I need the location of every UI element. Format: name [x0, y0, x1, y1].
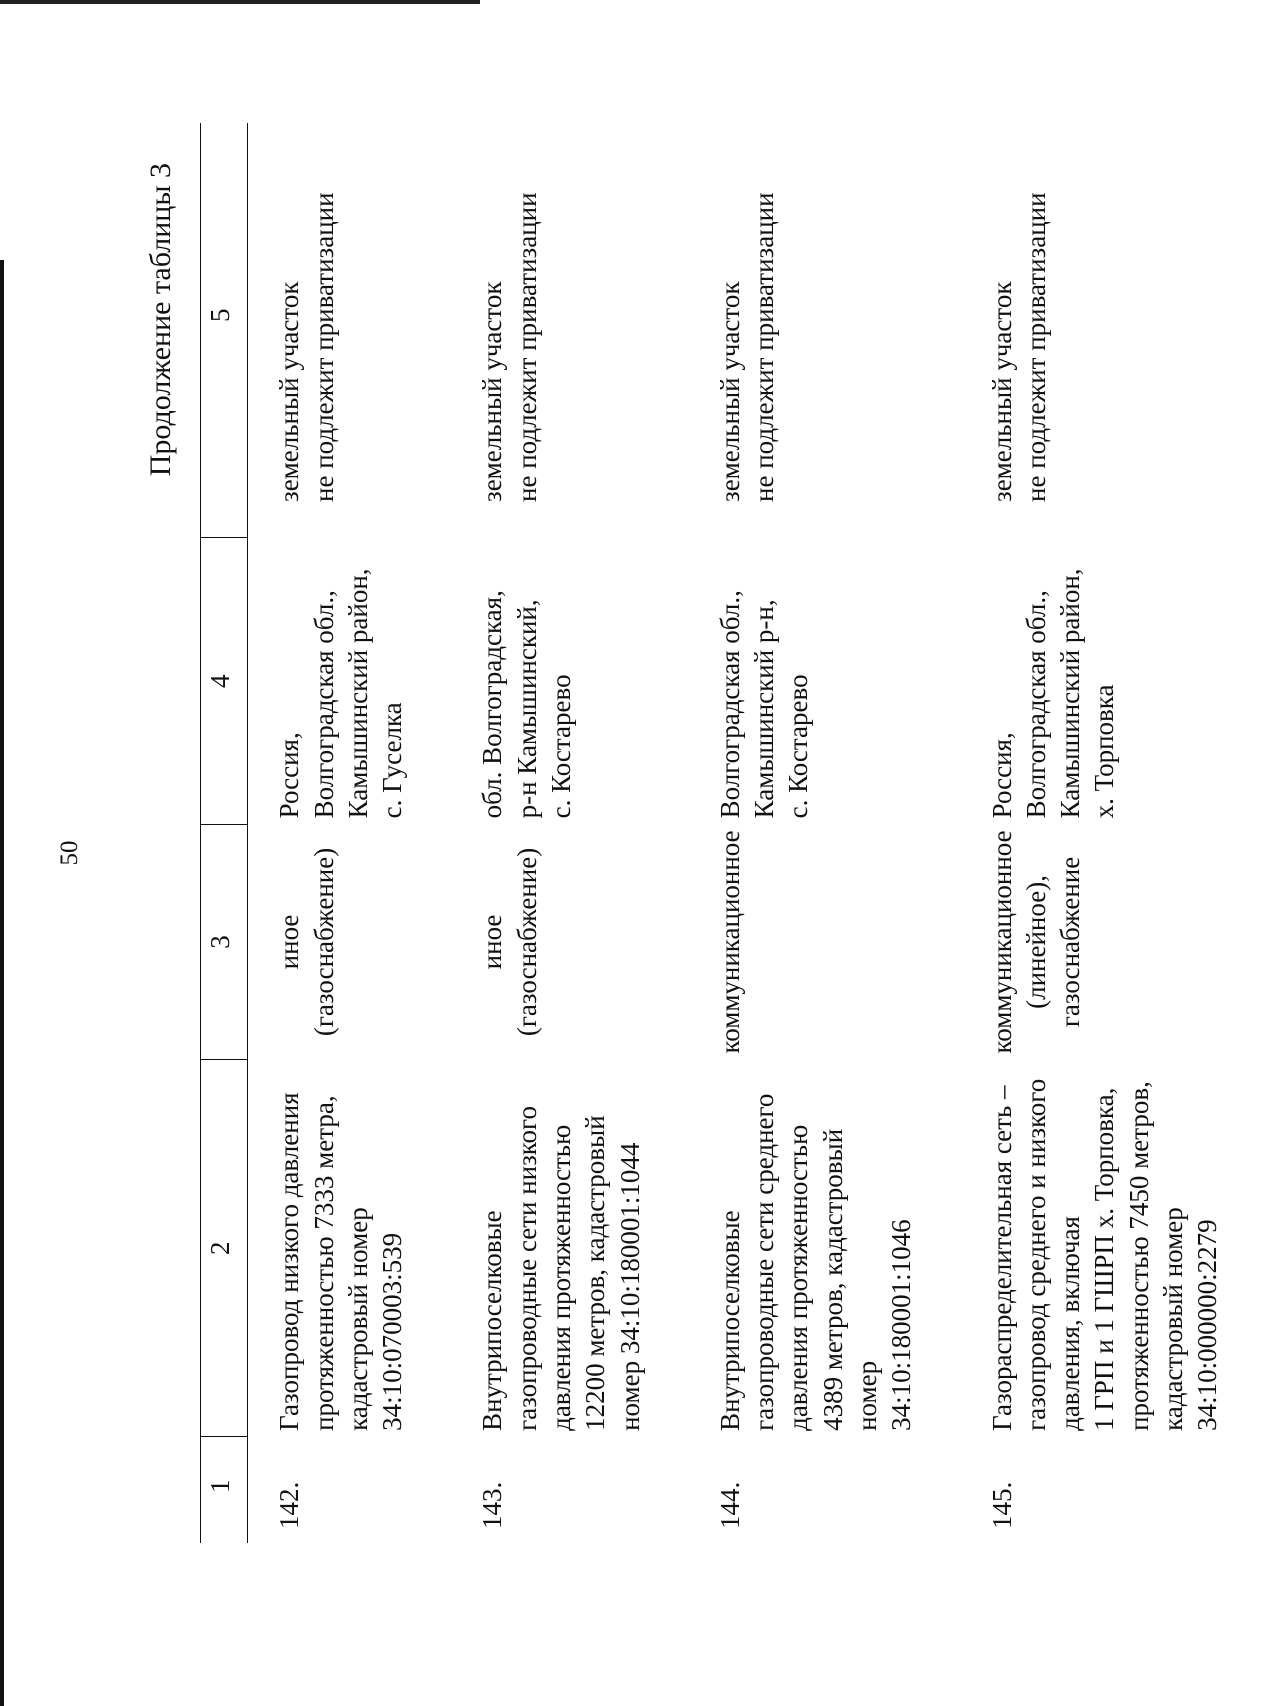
- table-header-row: [201, 123, 248, 1543]
- cell-line: с. Гуселка: [377, 702, 408, 819]
- object-name-cell: [451, 1060, 688, 1437]
- object-name-cell: [689, 1060, 961, 1437]
- object-name-cell: [248, 1060, 452, 1437]
- cell-line: номер 34:10:180001:1044: [614, 1142, 645, 1431]
- purpose-cell: [248, 824, 452, 1059]
- scan-top-edge: [0, 0, 480, 4]
- cell-line: газопроводные сети низкого: [511, 1106, 542, 1431]
- rotated-document-page: [50, 73, 1223, 1633]
- cell-line: коммуникационное: [714, 830, 745, 1054]
- cell-line: Камышинский р-н,: [749, 599, 780, 819]
- address-cell: [451, 538, 688, 824]
- row-number: 143.: [477, 1481, 508, 1529]
- status-cell: [451, 123, 688, 538]
- cell-line: 34:10:180001:1046: [886, 1219, 917, 1431]
- address-cell: [689, 538, 961, 824]
- cell-line: не подлежит приватизации: [308, 192, 339, 502]
- cell-line: Россия,: [274, 732, 305, 819]
- cell-line: иное: [274, 914, 305, 970]
- table-row: [689, 123, 961, 1543]
- cell-line: (газоснабжение): [511, 847, 542, 1037]
- cell-line: Камышинский район,: [1055, 568, 1086, 819]
- page-number: 50: [56, 840, 83, 866]
- cell-line: газопроводные сети среднего: [749, 1093, 780, 1431]
- address-cell: [961, 538, 1266, 824]
- status-cell: [248, 123, 452, 538]
- cell-line: 34:10:070003:539: [377, 1232, 408, 1431]
- row-number: 145.: [986, 1481, 1017, 1529]
- cell-line: кадастровый номер: [342, 1207, 373, 1431]
- cell-line: обл. Волгоградская,: [477, 590, 508, 819]
- cell-line: Внутрипоселковые: [477, 1210, 508, 1431]
- column-header: 3: [201, 824, 248, 1059]
- table-caption: Продолжение таблицы 3: [144, 163, 177, 477]
- cell-line: газопровод среднего и низкого: [1020, 1078, 1051, 1431]
- column-header: 4: [201, 538, 248, 824]
- cell-line: Россия,: [986, 732, 1017, 819]
- cell-line: давления, включая: [1055, 1216, 1086, 1431]
- cell-line: (линейное),: [1020, 875, 1051, 1009]
- purpose-cell: [961, 824, 1266, 1059]
- cell-line: кадастровый номер: [1157, 1207, 1188, 1431]
- cell-line: иное: [477, 914, 508, 970]
- column-header: 1: [201, 1437, 248, 1543]
- cell-line: земельный участок: [714, 281, 745, 502]
- cell-line: не подлежит приватизации: [1020, 192, 1051, 502]
- cell-line: р-н Камышинский,: [511, 599, 542, 819]
- cell-line: Волгоградская обл.,: [308, 590, 339, 819]
- cell-line: с. Костарево: [545, 674, 576, 819]
- cell-line: давления протяженностью: [545, 1124, 576, 1431]
- cell-line: Камышинский район,: [342, 568, 373, 819]
- status-cell: [961, 123, 1266, 538]
- purpose-cell: [451, 824, 688, 1059]
- cell-line: с. Костарево: [783, 674, 814, 819]
- cell-line: (газоснабжение): [308, 847, 339, 1037]
- cell-line: 34:10:000000:2279: [1192, 1219, 1223, 1431]
- cell-line: не подлежит приватизации: [511, 192, 542, 502]
- cell-line: Волгоградская обл.,: [1020, 590, 1051, 819]
- table-row: [961, 123, 1266, 1543]
- property-table: [200, 123, 1266, 1543]
- row-number: 142.: [274, 1481, 305, 1529]
- purpose-cell: [689, 824, 961, 1059]
- column-header: 2: [201, 1060, 248, 1437]
- row-number: 144.: [714, 1481, 745, 1529]
- cell-line: земельный участок: [477, 281, 508, 502]
- cell-line: коммуникационное: [986, 830, 1017, 1054]
- cell-line: протяженностью 7333 метра,: [308, 1095, 339, 1431]
- table-row: [451, 123, 688, 1543]
- cell-line: Волгоградская обл.,: [714, 590, 745, 819]
- cell-line: х. Торповка: [1089, 684, 1120, 819]
- cell-line: 1 ГРП и 1 ГШРП х. Торповка,: [1089, 1087, 1120, 1431]
- cell-line: 4389 метров, кадастровый номер: [817, 1128, 882, 1431]
- object-name-cell: [961, 1060, 1266, 1437]
- cell-line: протяженностью 7450 метров,: [1123, 1081, 1154, 1431]
- cell-line: газоснабжение: [1055, 856, 1086, 1028]
- address-cell: [248, 538, 452, 824]
- status-cell: [689, 123, 961, 538]
- cell-line: 12200 метров, кадастровый: [580, 1115, 611, 1431]
- cell-line: не подлежит приватизации: [749, 192, 780, 502]
- cell-line: Газораспределительная сеть –: [986, 1085, 1017, 1431]
- cell-line: земельный участок: [986, 281, 1017, 502]
- cell-line: Газопровод низкого давления: [274, 1092, 305, 1431]
- table-row: [248, 123, 452, 1543]
- cell-line: земельный участок: [274, 281, 305, 502]
- column-header: 5: [201, 123, 248, 538]
- scan-left-edge: [0, 260, 4, 1706]
- cell-line: Внутрипоселковые: [714, 1210, 745, 1431]
- cell-line: давления протяженностью: [783, 1124, 814, 1431]
